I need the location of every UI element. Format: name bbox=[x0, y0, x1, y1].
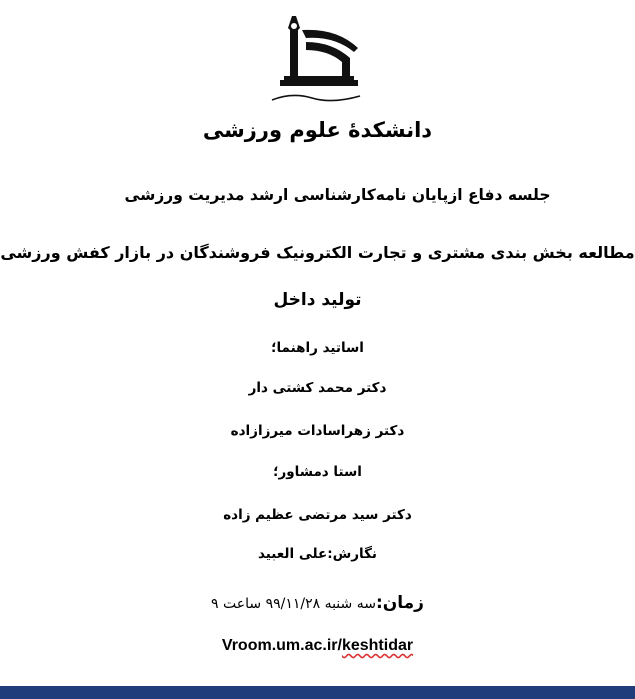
meeting-link-prefix[interactable]: Vroom.um.ac.ir/ bbox=[221, 637, 342, 654]
session-time bbox=[0, 593, 635, 613]
consultant-name: دکتر سید مرتضی عظیم زاده bbox=[223, 507, 412, 523]
faculty-name: دانشکدهٔ علوم ورزشی bbox=[202, 118, 433, 142]
meeting-link-path[interactable]: keshtidar bbox=[341, 637, 414, 654]
thesis-title-line-1: مطالعه بخش بندی مشتری و تجارت الکترونیک فروشندگان در بازار کفش ورزشی bbox=[0, 243, 635, 262]
advisor-name: دکتر محمد کشتی دار bbox=[248, 380, 387, 396]
advisor-name: دکتر زهراسادات میرزازاده bbox=[230, 423, 405, 439]
thesis-title-line-2: تولید داخل bbox=[273, 290, 362, 310]
footer-bar bbox=[0, 686, 635, 699]
writer-line: نگارش:علی العبید bbox=[257, 546, 377, 562]
meeting-link[interactable] bbox=[0, 637, 635, 655]
consultant-label: استا دمشاور؛ bbox=[273, 464, 362, 480]
time-label: زمان: bbox=[375, 593, 424, 613]
session-title: جلسه دفاع ازپایان نامه‌کارشناسی ارشد مدیریت ورزشی bbox=[124, 186, 551, 204]
advisors-label: اساتید راهنما؛ bbox=[271, 340, 364, 356]
time-value: سه شنبه ۹۹/۱۱/۲۸ ساعت ۹ bbox=[211, 596, 376, 612]
university-logo bbox=[262, 8, 372, 108]
